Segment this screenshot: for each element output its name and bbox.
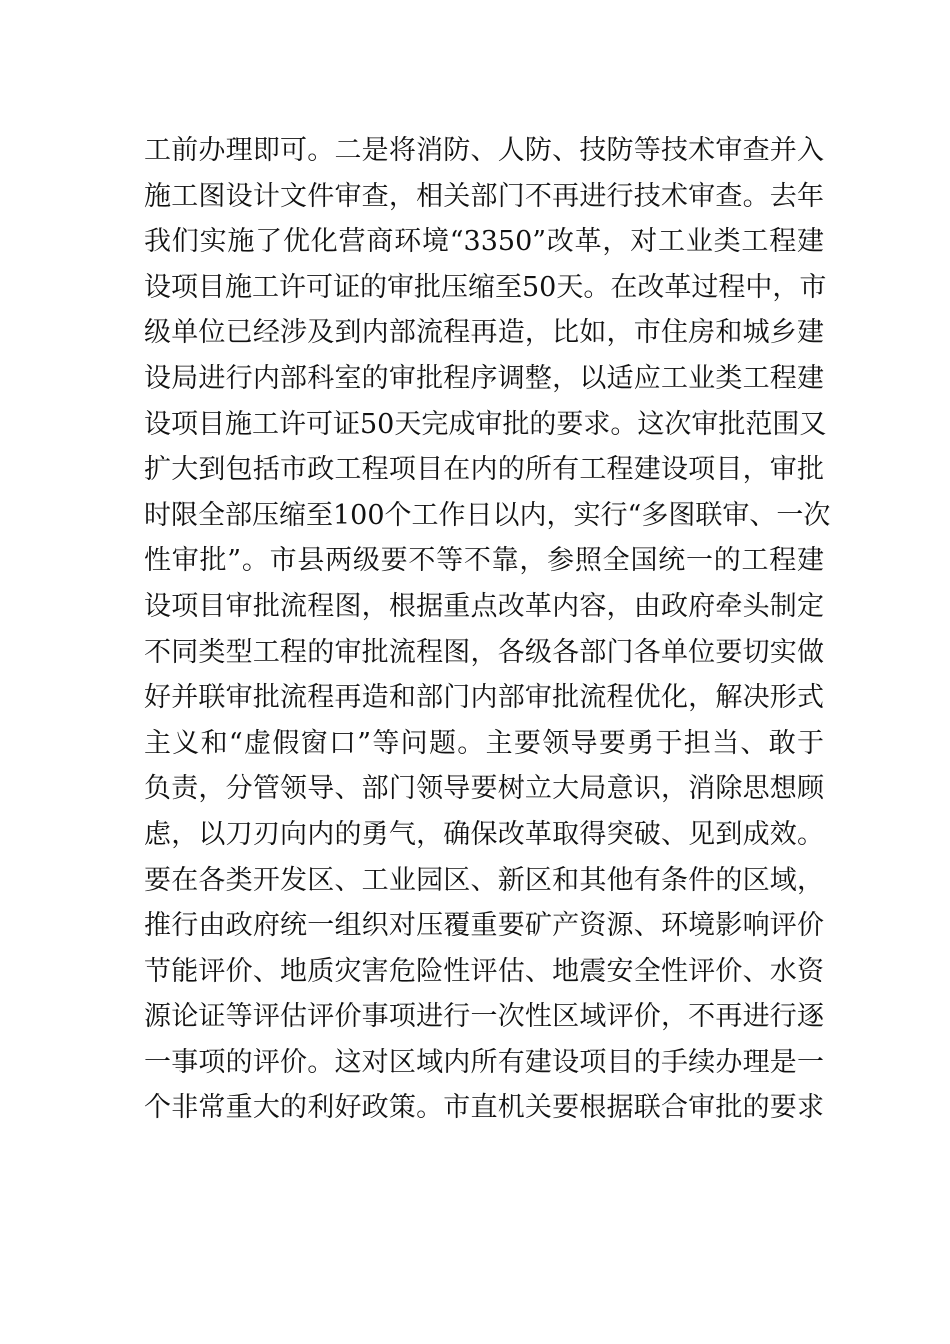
text-line: 节能评价、地质灾害危险性评估、地震安全性评价、水资	[144, 955, 824, 987]
text-line: 设项目审批流程图，根据重点改革内容，由政府牵头制定	[144, 590, 824, 622]
text-line: 设项目施工许可证50天完成审批的要求。这次审批范围又	[144, 408, 827, 440]
text-line: 好并联审批流程再造和部门内部审批流程优化，解决形式	[144, 682, 824, 714]
text-line: 工前办理即可。二是将消防、人防、技防等技术审查并入	[144, 135, 824, 166]
text-line: 推行由政府统一组织对压覆重要矿产资源、环境影响评价	[144, 910, 824, 942]
text-line: 施工图设计文件审查，相关部门不再进行技术审查。去年	[144, 180, 824, 212]
text-line: 虑，以刀刃向内的勇气，确保改革取得突破、见到成效。	[144, 818, 824, 850]
text-line: 个非常重大的利好政策。市直机关要根据联合审批的要求	[144, 1092, 824, 1124]
text-line: 性审批”。市县两级要不等不靠，参照全国统一的工程建	[144, 545, 824, 577]
body-text	[144, 128, 831, 1131]
text-line: 我们实施了优化营商环境“3350”改革，对工业类工程建	[144, 226, 824, 258]
text-line: 时限全部压缩至100个工作日以内，实行“多图联审、一次	[144, 499, 831, 531]
text-line: 不同类型工程的审批流程图，各级各部门各单位要切实做	[144, 636, 824, 668]
text-line: 设局进行内部科室的审批程序调整，以适应工业类工程建	[144, 362, 824, 394]
text-line: 一事项的评价。这对区域内所有建设项目的手续办理是一	[144, 1046, 824, 1078]
text-line: 主义和“虚假窗口”等问题。主要领导要勇于担当、敢于	[144, 727, 824, 759]
text-line: 设项目施工许可证的审批压缩至50天。在改革过程中，市	[144, 271, 827, 303]
text-line: 负责，分管领导、部门领导要树立大局意识，消除思想顾	[144, 773, 824, 805]
text-line: 要在各类开发区、工业园区、新区和其他有条件的区域，	[144, 864, 824, 896]
text-line: 源论证等评估评价事项进行一次性区域评价，不再进行逐	[144, 1001, 824, 1033]
text-line: 扩大到包括市政工程项目在内的所有工程建设项目，审批	[144, 454, 824, 486]
text-line: 级单位已经涉及到内部流程再造，比如，市住房和城乡建	[144, 317, 824, 349]
